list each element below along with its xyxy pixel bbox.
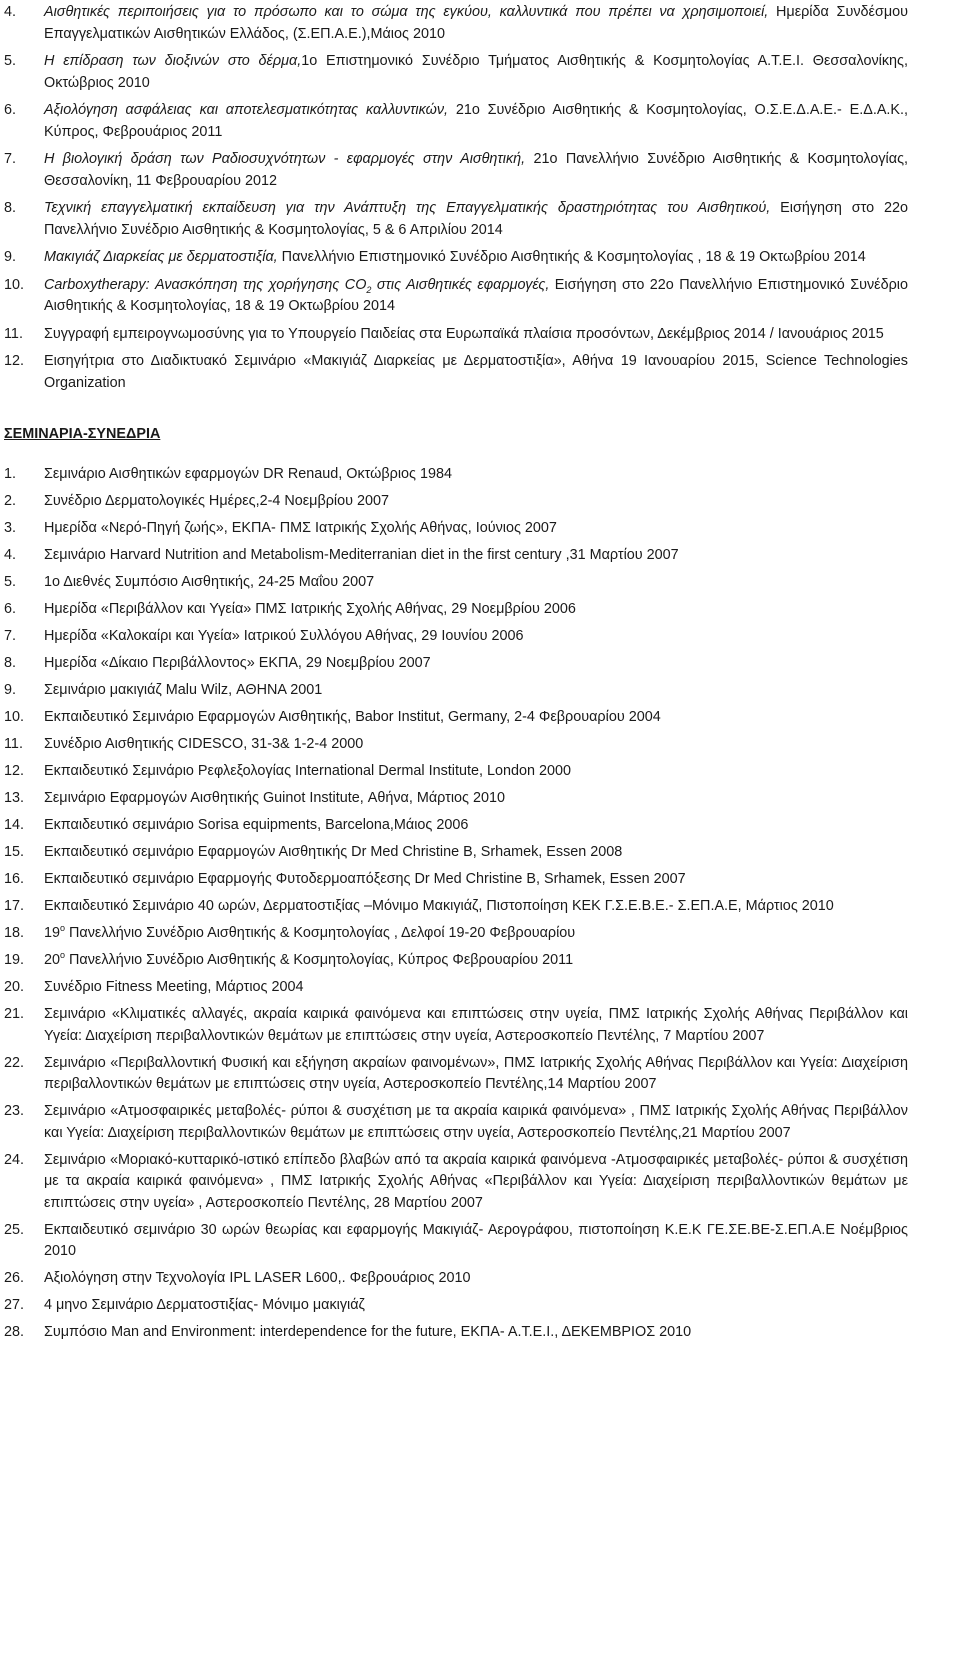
list-item <box>0 599 908 621</box>
item-number: 7. <box>4 151 17 167</box>
item-text: Εκπαιδευτικό Σεμινάριο Ρεφλεξολογίας International Dermal Institute, London 2000 <box>44 763 572 779</box>
list-item <box>0 275 908 318</box>
list-item <box>0 464 908 486</box>
list-item <box>0 198 908 241</box>
list-item <box>0 734 908 756</box>
item-text: Ημερίδα «Περιβάλλον και Υγεία» ΠΜΣ Ιατρικής Σχολής Αθήνας, 29 Νοεμβρίου 2006 <box>44 601 576 617</box>
item-text: Αξιολόγηση στην Τεχνολογία IPL LASER L600,. Φεβρουάριος 2010 <box>44 1270 471 1286</box>
item-title: Η βιολογική δράση των Ραδιοσυχνότητων - εφαρμογές στην Αισθητική, <box>44 151 526 167</box>
item-number: 10. <box>4 276 25 293</box>
list-item <box>0 1220 908 1263</box>
item-text: Σεμινάριο Εφαρμογών Αισθητικής Guinot Institute, Αθήνα, Μάρτιος 2010 <box>44 790 505 806</box>
item-text: Ημερίδα «Νερό-Πηγή ζωής», ΕΚΠΑ- ΠΜΣ Ιατρικής Σχολής Αθήνας, Ιούνιος 2007 <box>44 520 557 536</box>
item-text: 21ο Πανελλήνιο Συνέδριο Αισθητικής & Κοσμητολογίας, Θεσσαλονίκη, 11 Φεβρουαρίου 2012 <box>44 151 908 189</box>
item-text: 1ο Επιστημονικό Συνέδριο Τμήματος Αισθητικής & Κοσμητολογίας Α.Τ.Ε.Ι. Θεσσαλονίκης, Οκτώβριος 2010 <box>44 53 908 91</box>
item-number: 21. <box>4 1006 25 1022</box>
list-item <box>0 572 908 594</box>
list-item <box>0 626 908 648</box>
item-number: 20. <box>4 979 25 995</box>
list-item <box>0 653 908 675</box>
item-number: 12. <box>4 353 25 369</box>
item-text: Σεμινάριο «Μοριακό-κυτταρικό-ιστικό επίπεδο βλαβών από τα ακραία καιρικά φαινόμενα -Ατμοσφαιρικές μεταβολές- ρύποι & συσχέτιση με τα ακραία καιρικά φαινόμενα» , ΠΜΣ Ιατρικής Σχολής Αθήνας «Περιβάλλον και Υγεία: Διαχείριση περιβαλλοντικών θεμάτων με επιπτώσεις στην υγεία» , Αστεροσκοπείο Πεντέλης, 28 Μαρτίου 2007 <box>44 1151 908 1211</box>
item-number: 2. <box>4 493 17 509</box>
item-text: Πανελλήνιο Επιστημονικό Συνέδριο Αισθητικής & Κοσμητολογίας , 18 & 19 Οκτωβρίου 2014 <box>277 249 866 265</box>
item-title: Τεχνική επαγγελματική εκπαίδευση για την Ανάπτυξη της Επαγγελματικής δραστηριότητας του Αισθητικού, <box>44 200 771 216</box>
item-text: Εισήγηση στο 22ο Πανελλήνιο Επιστημονικό Συνέδριο Αισθητικής & Κοσμητολογίας, 18 & 19 Οκτωβρίου 2014 <box>44 276 908 314</box>
list-item <box>0 1101 908 1144</box>
list-item <box>0 2 908 45</box>
item-number: 11. <box>4 325 23 342</box>
list-item <box>0 491 908 513</box>
item-text: Σεμινάριο «Ατμοσφαιρικές μεταβολές- ρύποι & συσχέτιση με τα ακραία καιρικά φαινόμενα» , ΠΜΣ Ιατρικής Σχολής Αθήνας Περιβάλλον και Υγεία: Διαχείριση περιβαλλοντικών θεμάτων με επιπτώσεις στην υγεία, Αστεροσκοπείο Πεντέλης,21 Μαρτίου 2007 <box>44 1103 908 1141</box>
item-text: Σεμινάριο Αισθητικών εφαρμογών DR Renaud, Οκτώβριος 1984 <box>44 466 452 482</box>
item-title: Carboxytherapy: Ανασκόπηση της χορήγησης CO <box>44 276 367 293</box>
list-item <box>0 100 908 143</box>
item-text: Σεμινάριο «Κλιματικές αλλαγές, ακραία καιρικά φαινόμενα και επιπτώσεις στην υγεία, ΠΜΣ Ιατρικής Σχολής Αθήνας Περιβάλλον και Υγεία: Διαχείριση περιβαλλοντικών θεμάτων με επιπτώσεις στην υγεία, Αστεροσκοπείο Πεντέλης, 7 Μαρτίου 2007 <box>44 1006 908 1044</box>
list-item <box>0 869 908 891</box>
item-text: Σεμινάριο μακιγιάζ Malu Wilz, ΑΘΗΝΑ 2001 <box>44 682 323 698</box>
item-text: Εκπαιδευτικό Σεμινάριο Εφαρμογών Αισθητικής, Babor Institut, Germany, 2-4 Φεβρουαρίου 2004 <box>44 709 661 725</box>
list-item <box>0 247 908 269</box>
list-item <box>0 707 908 729</box>
list-item <box>0 51 908 94</box>
item-text: 1ο Διεθνές Συμπόσιο Αισθητικής, 24-25 Μαΐου 2007 <box>44 574 375 590</box>
item-number: 3. <box>4 520 17 536</box>
list-item <box>0 923 908 945</box>
list-item <box>0 815 908 837</box>
item-text: Ημερίδα Συνδέσμου Επαγγελματικών Αισθητικών Ελλάδος, (Σ.ΕΠ.Α.Ε.),Μάιος 2010 <box>44 4 908 42</box>
item-text: Συνέδριο Δερματολογικές Ημέρες,2-4 Νοεμβρίου 2007 <box>44 493 390 509</box>
item-title: Μακιγιάζ Διαρκείας με δερματοστιξία, <box>44 249 278 265</box>
item-number: 7. <box>4 628 17 644</box>
item-number: 5. <box>4 574 17 590</box>
list-item <box>0 788 908 810</box>
list-item <box>0 1150 908 1215</box>
list-item <box>0 1004 908 1047</box>
item-number: 4. <box>4 547 17 563</box>
item-number: 1. <box>4 466 17 482</box>
ordinal-number: 19 <box>44 925 61 941</box>
list-item <box>0 1053 908 1096</box>
list-item <box>0 1295 908 1317</box>
publications-list <box>0 0 908 394</box>
list-item <box>0 680 908 702</box>
list-item <box>0 1268 908 1290</box>
list-item <box>0 324 908 346</box>
item-number: 22. <box>4 1054 25 1071</box>
item-number: 11. <box>4 736 23 752</box>
item-text: 4 μηνο Σεμινάριο Δερματοστιξίας- Μόνιμο μακιγιάζ <box>44 1297 365 1313</box>
item-text: Ημερίδα «Δίκαιο Περιβάλλοντος» ΕΚΠΑ, 29 Νοεμβρίου 2007 <box>44 655 431 671</box>
item-text: Συγγραφή εμπειρογνωμοσύνης για το Υπουργείο Παιδείας στα Ευρωπαϊκά πλαίσια προσόντων, Δεκέμβριος 2014 / Ιανουάριος 2015 <box>44 325 884 342</box>
item-number: 16. <box>4 871 25 887</box>
list-item <box>0 545 908 567</box>
item-number: 15. <box>4 844 25 860</box>
item-text: Σεμινάριο «Περιβαλλοντική Φυσική και εξήγηση ακραίων φαινομένων», ΠΜΣ Ιατρικής Σχολής Αθήνας Περιβάλλον και Υγεία: Διαχείριση περιβαλλοντικών θεμάτων με επιπτώσεις στην υγεία, Αστεροσκοπείο Πεντέλης,14 Μαρτίου 2007 <box>44 1054 908 1092</box>
item-text: Εισηγήτρια στο Διαδικτυακό Σεμινάριο «Μακιγιάζ Διαρκείας με Δερματοστιξία», Αθήνα 19 Ιανουαρίου 2015, Science Technologies Organization <box>44 353 908 391</box>
item-title: Η επίδραση των διοξινών στο δέρμα, <box>44 53 302 69</box>
item-number: 5. <box>4 53 17 69</box>
item-number: 8. <box>4 655 17 671</box>
ordinal-suffix: ο <box>60 950 66 961</box>
item-number: 10. <box>4 709 25 725</box>
item-text: Πανελλήνιο Συνέδριο Αισθητικής & Κοσμητολογίας, Κύπρος Φεβρουαρίου 2011 <box>65 952 574 968</box>
item-number: 6. <box>4 102 17 118</box>
list-item <box>0 351 908 394</box>
item-number: 24. <box>4 1151 25 1168</box>
list-item <box>0 977 908 999</box>
item-number: 19. <box>4 952 25 968</box>
item-text: Πανελλήνιο Συνέδριο Αισθητικής & Κοσμητολογίας , Δελφοί 19-20 Φεβρουαρίου <box>65 925 576 941</box>
item-text: Εκπαιδευτικό σεμινάριο Εφαρμογών Αισθητικής Dr Med Christine B, Srhamek, Essen 2008 <box>44 844 623 860</box>
subscript: 2 <box>366 284 372 295</box>
item-number: 27. <box>4 1297 25 1313</box>
item-text: Συνέδριο Αισθητικής CIDESCO, 31-3& 1-2-4 2000 <box>44 736 364 752</box>
item-number: 8. <box>4 200 17 216</box>
item-number: 4. <box>4 4 17 20</box>
item-title: Αξιολόγηση ασφάλειας και αποτελεσματικότητας καλλυντικών, <box>44 102 449 118</box>
item-text: Εισήγηση στο 22ο Πανελλήνιο Συνέδριο Αισθητικής & Κοσμητολογίας, 5 & 6 Απριλίου 2014 <box>44 200 908 238</box>
list-item <box>0 149 908 192</box>
item-text: Συμπόσιο Man and Environment: interdependence for the future, ΕΚΠΑ- Α.Τ.Ε.Ι., ΔΕΚΕΜΒΡΙΟΣ 2010 <box>44 1324 692 1340</box>
list-item <box>0 842 908 864</box>
item-number: 17. <box>4 898 25 914</box>
item-number: 14. <box>4 817 25 833</box>
item-number: 28. <box>4 1324 25 1340</box>
item-text: Συνέδριο Fitness Meeting, Μάρτιος 2004 <box>44 979 304 995</box>
item-number: 18. <box>4 925 25 941</box>
item-text: Εκπαιδευτικό Σεμινάριο 40 ωρών, Δερματοστιξίας –Μόνιμο Μακιγιάζ, Πιστοποίηση ΚΕΚ Γ.Σ.Ε.Β.Ε.- Σ.ΕΠ.Α.Ε, Μάρτιος 2010 <box>44 898 834 914</box>
item-text: 21ο Συνέδριο Αισθητικής & Κοσμητολογίας, Ο.Σ.Ε.Δ.Α.Ε.- Ε.Δ.Α.Κ., Κύπρος, Φεβρουάριος 2011 <box>44 102 909 140</box>
list-item <box>0 761 908 783</box>
list-item <box>0 896 908 918</box>
item-text: Σεμινάριο Harvard Nutrition and Metabolism-Mediterranian diet in the first century ,31 Μαρτίου 2007 <box>44 547 679 563</box>
item-number: 25. <box>4 1221 25 1238</box>
item-text: Ημερίδα «Καλοκαίρι και Υγεία» Ιατρικού Συλλόγου Αθήνας, 29 Ιουνίου 2006 <box>44 628 524 644</box>
section-title: ΣΕΜΙΝΑΡΙΑ-ΣΥΝΕΔΡΙΑ <box>4 426 161 442</box>
item-title: Αισθητικές περιποιήσεις για το πρόσωπο και το σώμα της εγκύου, καλλυντικά που πρέπει να χρησιμοποιεί, <box>44 4 769 20</box>
list-item <box>0 950 908 972</box>
ordinal-suffix: ο <box>60 923 66 934</box>
item-number: 9. <box>4 249 17 265</box>
list-item <box>0 518 908 540</box>
item-number: 6. <box>4 601 17 617</box>
seminars-list <box>0 464 908 1344</box>
item-number: 9. <box>4 682 17 698</box>
item-text: Εκπαιδευτικό σεμινάριο Sorisa equipments, Barcelona,Mάιος 2006 <box>44 817 469 833</box>
item-title-continued: στις Αισθητικές εφαρμογές, <box>371 276 550 293</box>
item-number: 26. <box>4 1270 25 1286</box>
item-text: Εκπαιδευτικό σεμινάριο Εφαρμογής Φυτοδερμοαπόξεσης Dr Med Christine B, Srhamek, Essen 2007 <box>44 871 686 887</box>
list-item <box>0 1322 908 1344</box>
ordinal-number: 20 <box>44 952 61 968</box>
item-number: 12. <box>4 763 25 779</box>
item-number: 23. <box>4 1103 25 1119</box>
item-number: 13. <box>4 790 25 806</box>
item-text: Εκπαιδευτικό σεμινάριο 30 ωρών θεωρίας και εφαρμογής Μακιγιάζ- Αερογράφου, πιστοποίηση Κ.Ε.Κ ΓΕ.ΣΕ.ΒΕ-Σ.ΕΠ.Α.Ε Νοέμβριος 2010 <box>44 1221 908 1259</box>
